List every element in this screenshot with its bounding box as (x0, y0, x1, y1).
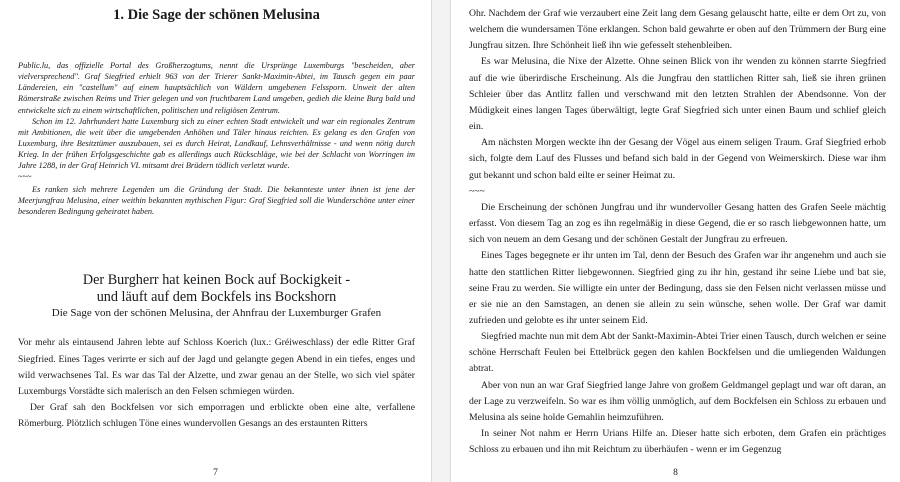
body-paragraph: Vor mehr als eintausend Jahren lebte auf Schloss Koerich (lux.: Gréiweschlass) der edle Ritter Graf Siegfried. Eines Tages verirrte er sich auf der Jagd und gelangte gegen Abend in ein tiefes, enges und wild verwachsenes Tal. Es war das Tal der Alzette, und zwar genau an der Stelle, wo sich viel später Luxemburgs Vorstädte sich malerisch an den Felsen schmiegen würden. (18, 337, 415, 397)
intro-paragraph: Schon im 12. Jahrhundert hatte Luxemburg sich zu einer echten Stadt entwickelt und war ein regionales Zentrum mit Ambitionen, die weit über die umgebenden Anhöhen und Täler hinaus reichten. Es gelang es den Grafen von Luxemburg, ihre Besitztümer auszubauen, sei es durch Heirat, Landkauf, Lehnsverhältnisse - und wenn nötig durch Krieg. In der frühen Erfolgsgeschichte gab es allerdings auch Rückschläge, wie bei der Schlacht von Worringen im Jahre 1288, in der Graf Heinrich VI. mitsamt drei Brüdern tödlich verletzt wurde. (18, 116, 415, 170)
heading-line-1: Der Burgherr hat keinen Bock auf Bockigkeit - (82, 272, 351, 289)
story-heading (18, 272, 415, 321)
chapter-title: 1. Die Sage der schönen Melusina (113, 7, 320, 23)
story-body (469, 6, 886, 458)
book-gutter (431, 0, 451, 482)
story-subheading: Die Sage von der schönen Melusina, der Ahnfrau der Luxemburger Grafen (51, 307, 382, 320)
page-number: 8 (673, 468, 678, 478)
intro-section (18, 60, 415, 217)
body-paragraph: Es war Melusina, die Nixe der Alzette. Ohne seinen Blick von ihr wenden zu können starrte Siegfried auf die wie überirdische Erscheinung. Als die Jungfrau den stattlichen Ritter sah, ließ sie ihren grünen Schleier über das Antlitz fallen und verschwand mit den letzten Strahlen der Abendsonne. Von der Müdigkeit eines langen Tages überwältigt, legte Graf Siegfried sich unter einen Baum und schlief gleich ein. (469, 56, 886, 133)
body-paragraph: Der Graf sah den Bockfelsen vor sich emporragen und erblickte oben eine alte, verfallene Römerburg. Plötzlich schlugen Töne eines wundervollen Gesangs an des erstaunten Ritters (18, 401, 415, 429)
heading-line-2: und läuft auf dem Bockfels ins Bockshorn (96, 289, 337, 306)
intro-closing: Es ranken sich mehrere Legenden um die Gründung der Stadt. Die bekannteste unter ihnen ist jene der Meerjungfrau Melusina, einer weithin bekannten mythischen Figur: Graf Siegfried soll die Wunderschöne unter einer besonderen Bedingung geheiratet haben. (18, 185, 415, 217)
left-page (0, 0, 431, 482)
body-paragraph: Am nächsten Morgen weckte ihn der Gesang der Vögel aus einem seligen Traum. Graf Siegfried erhob sich, folgte dem Lauf des Flusses und befand sich bald in der Gegend von Weimerskirch. Diese war ihm gut bekannt und schon bald eilte er seiner Heimat zu. (469, 137, 886, 181)
body-paragraph: Ohr. Nachdem der Graf wie verzaubert eine Zeit lang dem Gesang gelauscht hatte, eilte er dem Ort zu, von welchem die wundersamen Töne erklangen. Schon bald gewahrte er oben auf den Trümmern der Burg eine Jungfrau sitzen. Ihre Schönheit ließ ihn wie gefesselt stehenbleiben. (469, 8, 886, 52)
body-paragraph: Eines Tages begegnete er ihr unten im Tal, denn der Besuch des Grafen war ihr angenehm und auch sie hatte den stattlichen Ritter liebgewonnen. Siegfried ging zu ihr hin, gestand ihr seine Liebe und bat sie, seine Frau zu werden. Sie willigte ein unter der Bedingung, dass sie den Felsen nicht verlassen müsse und er sie nie an den Samstagen, an denen sie allein zu sein wünsche, sehen wolle. Der Graf war damit zufrieden und gelobte es ihr unter seinem Eid. (469, 250, 886, 326)
body-paragraph: Aber von nun an war Graf Siegfried lange Jahre von großem Geldmangel geplagt und war oft daran, an der Lage zu verzweifeln. So war es ihm völlig unmöglich, auf dem Bockfelsen ein Schloss zu erbauen und Melusina als seine holde Gemahlin heimzuführen. (469, 379, 886, 423)
section-separator: ~~~ (469, 185, 485, 197)
body-paragraph: In seiner Not nahm er Herrn Urians Hilfe an. Dieser hatte sich erboten, dem Grafen ein prächtiges Schloss zu erbauen und ihn mit Reichtum zu überhäufen - wenn er im Gegenzug (469, 428, 886, 456)
page-number: 7 (213, 468, 218, 478)
body-paragraph: Die Erscheinung der schönen Jungfrau und ihr wundervoller Gesang hatten des Grafen Seele mächtig erfasst. Von diesem Tag an zog es ihn regelmäßig in diese Gegend, die er so rasch liebgewonnen hatte, um sich von neuem an dem Gesang und der schönen Gestalt der Jungfrau zu erfreuen. (469, 201, 886, 246)
body-paragraph: Siegfried machte nun mit dem Abt der Sankt-Maximin-Abtei Trier einen Tausch, durch welchen er seine schöne Herrschaft Feulen bei Ettelbrück gegen den kahlen Bockfelsen und die umliegenden Waldungen abtrat. (469, 331, 886, 375)
right-page (451, 0, 900, 482)
intro-paragraph: Public.lu, das offizielle Portal des Großherzogtums, nennt die Ursprünge Luxemburgs "bescheiden, aber vielversprechend". Graf Siegfried erhielt 963 von der Trierer Sankt-Maximin-Abtei, im Tausch gegen ein paar Ländereien, ein "castellum" auf einem hauptsächlich von Wäldern umgebenen Felssporn. Unweit der alten Römerstraße zwischen Reims und Trier gelegen und von fruchtbarem Land umgeben, gedieh die kleine Burg bald und entwickelte sich zu einem wirtschaftlichen, politischen und religiösen Zentrum. (18, 61, 415, 115)
section-separator: ~~~ (18, 172, 32, 182)
story-body (18, 335, 415, 432)
